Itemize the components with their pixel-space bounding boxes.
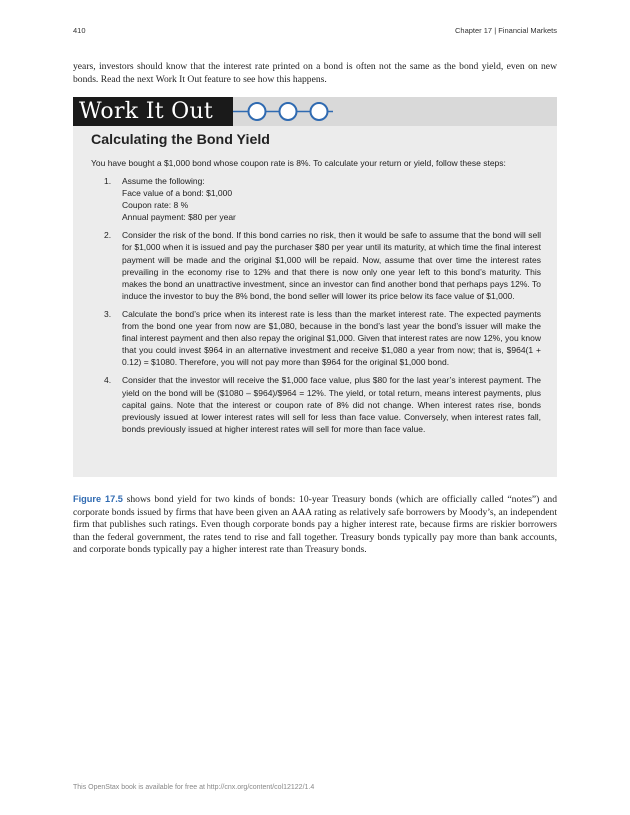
step-number: 4. — [104, 375, 112, 386]
step-item — [104, 308, 541, 368]
step-number: 3. — [104, 308, 112, 319]
three-circle-connector-icon — [233, 97, 557, 126]
figure-link[interactable]: Figure 17.5 — [73, 494, 123, 504]
steps-list — [104, 175, 541, 441]
page-footer: This OpenStax book is available for free at http://cnx.org/content/col12122/1.4 — [73, 784, 315, 791]
banner-decoration — [233, 97, 557, 126]
step-item — [104, 175, 541, 223]
step-item — [104, 229, 541, 302]
page-number: 410 — [73, 26, 86, 35]
step-item — [104, 374, 541, 434]
step-line: Annual payment: $80 per year — [122, 212, 236, 223]
step-number: 2. — [104, 230, 112, 241]
step-number: 1. — [104, 176, 112, 186]
step-text: Consider the risk of the bond. If this bond carries no risk, then it would be safe to assume that the bond will sell for $1,000 when it is issued and pay the purchaser $80 per year until its maturity, at which time the final interest payment will be made and the original $1,000 will be repaid. Now, assume that over time the interest rates prevailing in the economy rise to 12% and that there is now only one year left to this bond’s maturity. This makes the bond an unattractive investment, since an investor can find another bond that perhaps pays 12%. To induce the investor to buy the 8% bond, the bond seller will lower its price below its face value of $1,000. — [122, 230, 541, 301]
intro-paragraph: years, investors should know that the interest rate printed on a bond is often not the same as the bond yield, even on new bonds. Read the next Work It Out feature to see how this happens. — [73, 61, 557, 85]
outro-text: shows bond yield for two kinds of bonds: 10-year Treasury bonds (which are officially called “notes”) and corporate bonds issued by firms that have been given an AAA rating as relatively safe borrowers by Moody’s, an independent firm that publishes such ratings. Even though corporate bonds pay a higher interest rate, because firms are riskier borrowers than the federal government, the rates tend to rise and fall together. Treasury bonds typically pay more than bank accounts, and corporate bonds typically pay a higher interest rate than Treasury bonds. — [73, 494, 557, 556]
outro-paragraph — [73, 493, 557, 557]
page-header — [73, 26, 557, 38]
step-text: Calculate the bond’s price when its interest rate is less than the market interest rate. The expected payments from the bond one year from now are $1,080, because in the bond’s last year the bond’s issuer will make the final interest payment and then also repay the original $1,000. Given that interest rates are now 12%, you know that you could invest $964 in an alternative investment and receive $1,080 a year from now; that is, $964(1 + 0.12) = $1080. Therefore, you will not pay more than $964 for the original $1,000 bond. — [122, 308, 541, 368]
step-line: Assume the following: — [122, 176, 205, 186]
step-line: Coupon rate: 8 % — [122, 200, 189, 211]
work-it-out-banner: Work It Out — [73, 97, 233, 126]
step-text: Consider that the investor will receive the $1,000 face value, plus $80 for the last year’s interest payment. The yield on the bond will be ($1080 – $964)/$964 = 12%. The yield, or total return, means interest payments, plus capital gains. Note that the interest or coupon rate of 8% did not change. When interest rates rise, bonds previously issued at lower interest rates will sell for less than face value. Conversely, when interest rates fall, bonds previously issued at higher interest rates will sell for more than face value. — [122, 375, 541, 434]
feature-lead: You have bought a $1,000 bond whose coupon rate is 8%. To calculate your return or yield, follow these steps: — [91, 158, 506, 168]
feature-title: Calculating the Bond Yield — [91, 132, 270, 148]
step-line: Face value of a bond: $1,000 — [122, 188, 233, 199]
chapter-title: Chapter 17 | Financial Markets — [455, 26, 557, 35]
